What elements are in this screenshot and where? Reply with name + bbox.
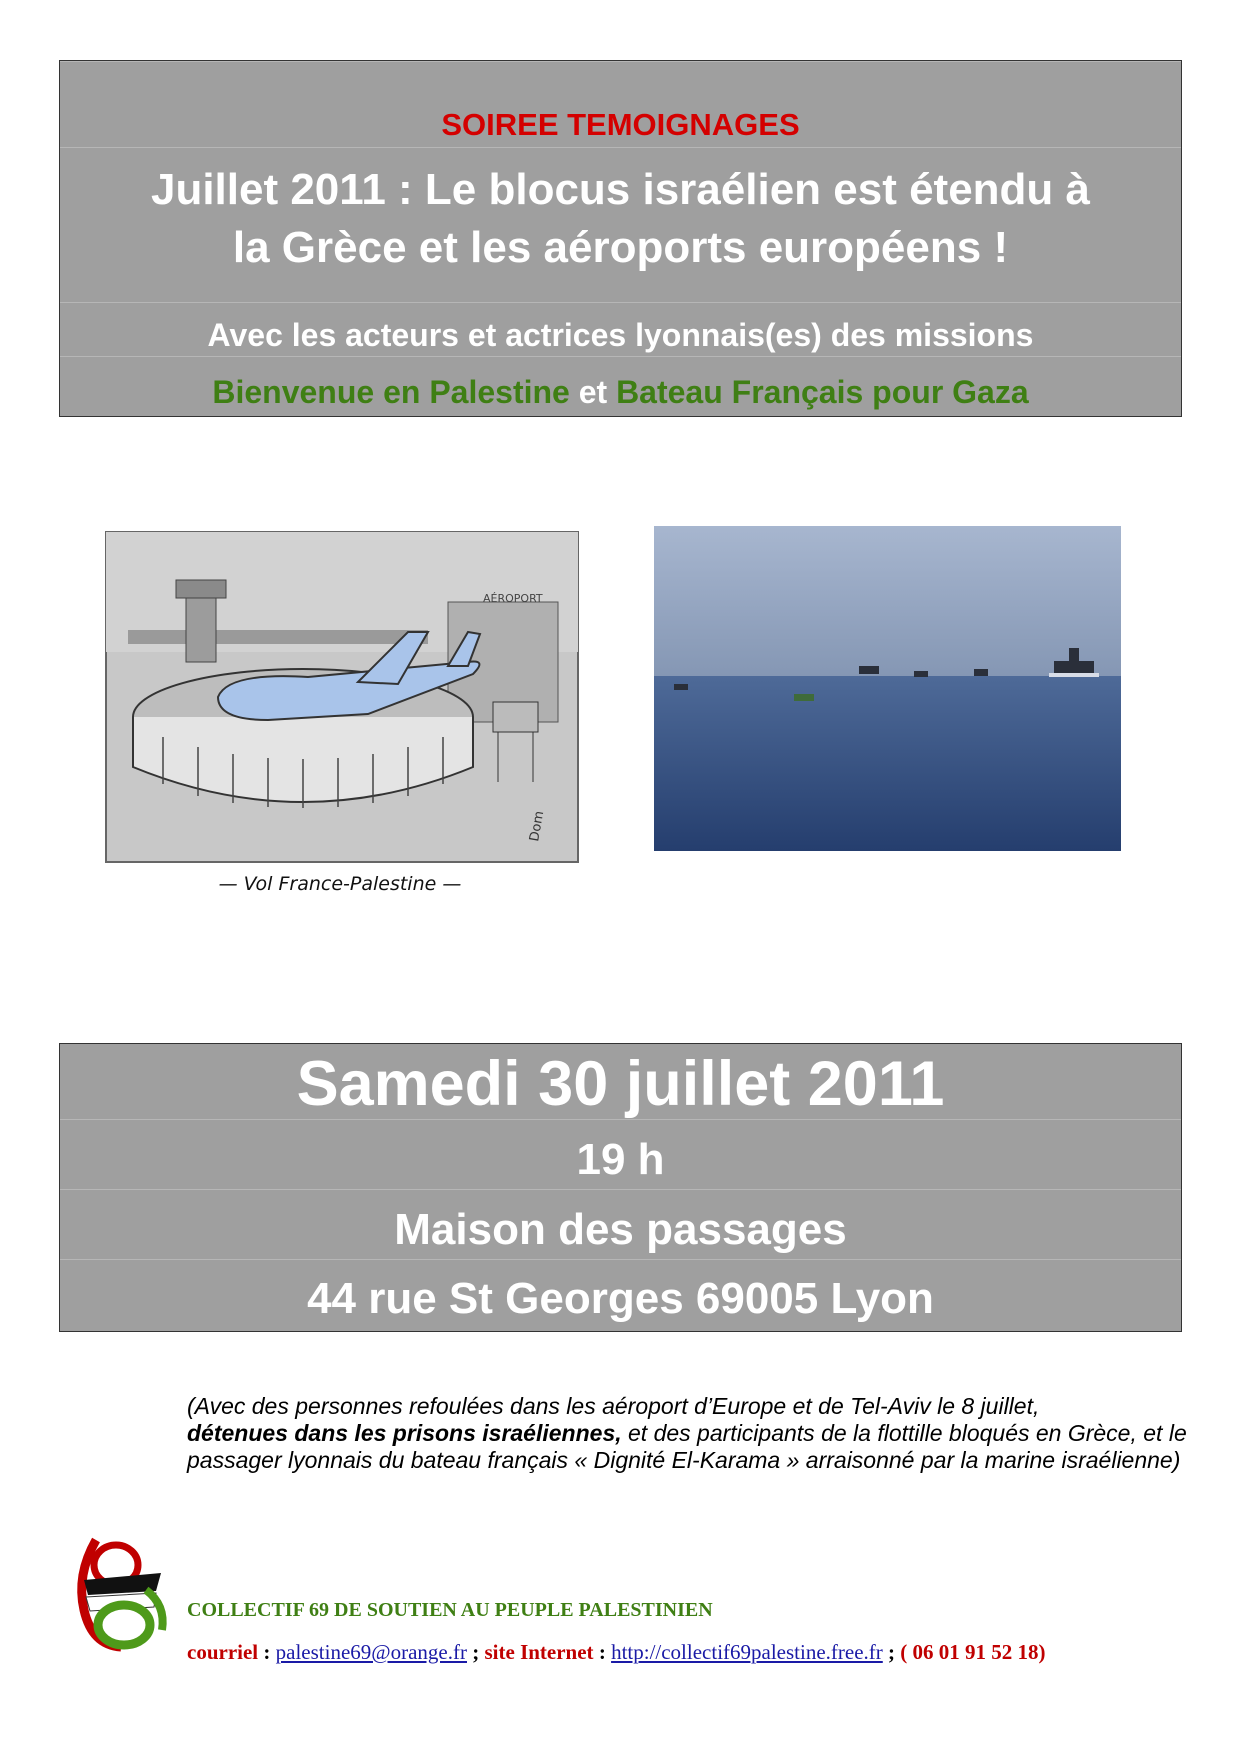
email-label: courriel [187, 1640, 259, 1664]
missions-line [60, 374, 1181, 411]
table-row [60, 1189, 1181, 1190]
event-date: Samedi 30 juillet 2011 [296, 1049, 945, 1119]
site-label: site Internet [484, 1640, 594, 1664]
mission-join: et [578, 374, 608, 410]
note-part-1: (Avec des personnes refoulées dans les aéroport d’Europe et de Tel-Aviv le 8 juillet, [187, 1393, 1040, 1419]
event-venue: Maison des passages [394, 1205, 847, 1254]
event-time: 19 h [576, 1135, 665, 1184]
mission-bateau: Bateau Français pour Gaza [616, 374, 1029, 410]
header-box [59, 60, 1182, 417]
event-address: 44 rue St Georges 69005 Lyon [307, 1274, 934, 1323]
org-name: COLLECTIF 69 DE SOUTIEN AU PEUPLE PALESTINIEN [187, 1599, 713, 1621]
cartoon-caption: — Vol France-Palestine — [218, 873, 462, 895]
cartoon-signature: Dom [527, 809, 548, 843]
contact-line: courriel : palestine69@orange.fr ; site Internet : http://collectif69palestine.free.fr ; ( 06 01 91 52 18) [187, 1640, 1046, 1664]
mission-bienvenue: Bienvenue en Palestine [212, 374, 570, 410]
title-line-2: la Grèce et les aéroports européens ! [232, 223, 1009, 272]
table-row [60, 61, 1181, 92]
table-row [60, 1259, 1181, 1260]
note-part-2: et des participants de la flottille bloqués en Grèce, et le passager lyonnais du bateau français « Dignité El-Karama » arraisonné par la marine israélienne) [187, 1420, 1187, 1473]
table-row [60, 356, 1181, 357]
event-info-box [59, 1043, 1182, 1332]
event-kicker: SOIREE TEMOIGNAGES [441, 107, 800, 142]
cartoon-sign: AÉROPORT [483, 592, 543, 605]
phone-number: ( 06 01 91 52 18) [900, 1640, 1046, 1664]
site-link[interactable]: http://collectif69palestine.free.fr [611, 1640, 883, 1664]
sea-flotilla-photo [654, 526, 1121, 851]
subtitle: Avec les acteurs et actrices lyonnais(es) des missions [207, 317, 1034, 353]
table-row [60, 147, 1181, 148]
table-row [60, 302, 1181, 303]
participants-note [187, 1393, 1187, 1474]
title-line-1: Juillet 2011 : Le blocus israélien est étendu à [150, 165, 1091, 214]
airport-cartoon [68, 452, 613, 912]
collectif-logo [66, 1535, 178, 1655]
note-bold: détenues dans les prisons israéliennes, [187, 1420, 622, 1446]
email-link[interactable]: palestine69@orange.fr [275, 1640, 467, 1664]
